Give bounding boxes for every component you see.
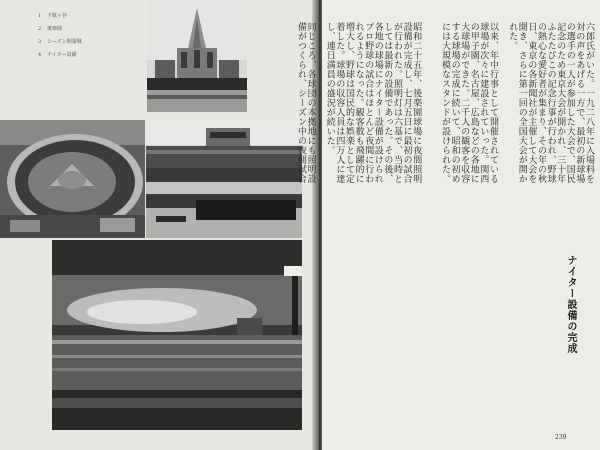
photo-aerial-stadium bbox=[0, 120, 145, 238]
text-column: 設備が完成し、七月五日に最初の試合 bbox=[401, 22, 412, 184]
text-column: の甲子園、名古屋、広島などの各地に bbox=[468, 22, 479, 184]
text-column: の熱心な愛好者が集まり、その年の秋 bbox=[536, 22, 546, 184]
text-column: 球場が次々に建設されていった。関西 bbox=[478, 22, 489, 184]
text-column: れた。 bbox=[507, 22, 518, 51]
text-column: プロ野球の試合はほとんど夜間に行わ bbox=[363, 22, 374, 184]
text-column: 大球場ができた。二千人の観客を収容 bbox=[459, 22, 470, 184]
caption-item: 2 後楽園 bbox=[38, 26, 63, 32]
text-column: しては最新の設備であった。その後、 bbox=[382, 22, 393, 184]
text-column: 昭和二十五年、後楽園球場に夜間照明 bbox=[411, 22, 422, 184]
text-column: 以来、年中行事として開催されている bbox=[488, 22, 498, 184]
text-column: には大規模なスタンドが設けられた。 bbox=[440, 22, 450, 184]
text-column: 開き、さらに第一回の全国大会が開か bbox=[516, 22, 527, 184]
text-column: ふたたびこの記念行事が行われ、野球 bbox=[545, 22, 556, 184]
page-number: 239 bbox=[555, 434, 567, 441]
text-column: 着した。球場の収容人員は四万人に達 bbox=[334, 22, 345, 184]
text-column: の選手の一人が参加した大会で、国民 bbox=[564, 22, 575, 184]
section-heading: ナイター設備の完成 bbox=[565, 255, 576, 354]
photo-night-lighting bbox=[52, 240, 302, 430]
text-column: が行われた。照明灯は六基で、当時と bbox=[392, 22, 402, 184]
photo-caption-list bbox=[38, 10, 138, 62]
caption-item: 1 千駄ヶ谷 bbox=[38, 13, 68, 19]
text-column: 対の声をあげる一方で、最初の新球場 bbox=[574, 22, 585, 184]
text-column: 記念のため東京大会が開かれ、三十年 bbox=[555, 22, 566, 184]
text-column: する球場の完成に続いて、昭和の初め bbox=[449, 22, 460, 184]
text-column: 備がつくられ、シーズン中の夜間試合 bbox=[296, 22, 306, 184]
caption-item: 4 ナイター設備 bbox=[38, 52, 77, 58]
text-column: 増大し、野球は国民的な娯楽として定 bbox=[344, 22, 354, 184]
text-column: 各地の球場にナイター設備が設けられ bbox=[372, 22, 383, 184]
text-column: 六郎氏がいた。一九二八年に入場料を bbox=[584, 22, 594, 184]
caption-item: 3 シーズン開幕戦 bbox=[38, 39, 82, 45]
text-column: れるようになった。観客数も飛躍的に bbox=[353, 22, 364, 184]
text-column: し、連日満員の盛況が続いた。 bbox=[324, 22, 335, 155]
photo-season-opening bbox=[146, 120, 302, 238]
text-column: 同じころ、各球団の本拠地にも照明設 bbox=[305, 22, 316, 184]
photo-church-ceremony bbox=[147, 0, 247, 112]
text-column: 日、東京の各新聞社が主催して大会を bbox=[526, 22, 537, 184]
